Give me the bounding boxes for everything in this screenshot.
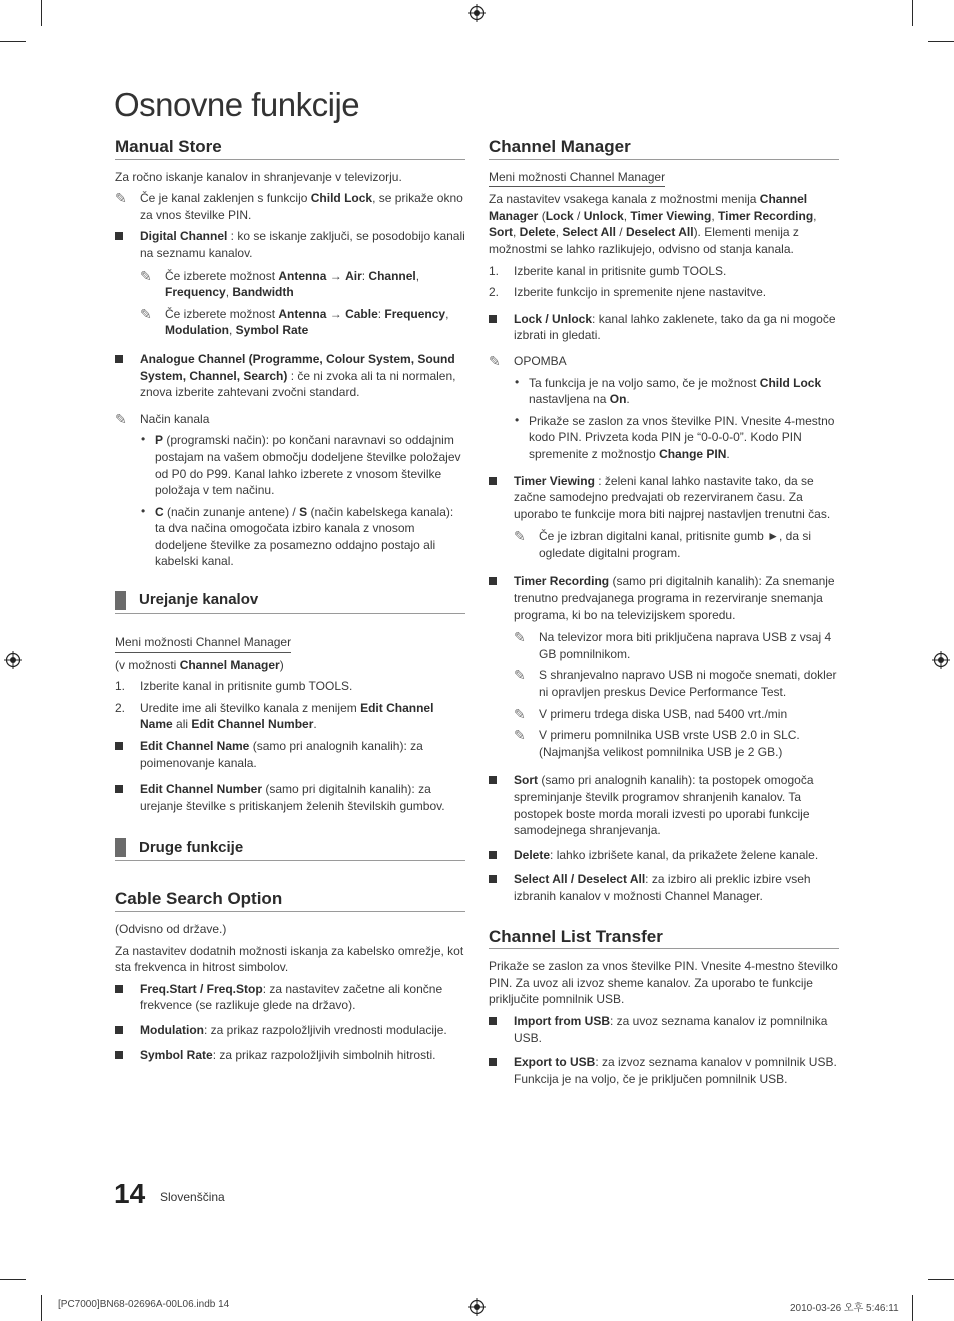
note-text: Če je izbran digitalni kanal, pritisnite gumb ►, da si ogledate digitalni program. xyxy=(539,529,812,560)
text: Za nastavitev vsakega kanala z možnostmi menija xyxy=(489,192,760,207)
item-digital-channel xyxy=(115,228,465,261)
term: Timer Viewing xyxy=(630,208,712,223)
item-term: Select All / Deselect All xyxy=(514,872,646,887)
pencil-icon: ✎ xyxy=(115,410,127,427)
square-bullet-icon xyxy=(489,315,497,323)
crosshair-registration-icon xyxy=(932,651,950,669)
item-term: Edit Channel Number xyxy=(140,782,263,797)
text: , xyxy=(813,208,817,223)
note-text: , xyxy=(228,323,236,338)
step-text: . xyxy=(349,679,353,694)
item-text: : za nastavitev začetne ali končne frekvence (se razlikuje glede na državo). xyxy=(140,981,443,1013)
term: Deselect All xyxy=(625,225,694,240)
note-text: , xyxy=(415,268,420,283)
text: , xyxy=(711,208,719,223)
item-term: Import from USB xyxy=(514,1013,610,1028)
note-term: Frequency xyxy=(384,306,446,321)
section-heading-cable-search: Cable Search Option xyxy=(115,891,465,912)
note-term: Channel xyxy=(368,268,416,283)
note-term: Modulation xyxy=(165,323,229,338)
item-text: : za prikaz razpoložljivih vrednosti modulacije. xyxy=(203,1022,447,1037)
note-text: V primeru pomnilnika USB vrste USB 2.0 in SLC. (Najmanjša velikost pomnilnika USB je 2 GB.) xyxy=(539,728,800,759)
pencil-icon: ✎ xyxy=(115,190,127,207)
pencil-icon: ✎ xyxy=(140,267,152,284)
item-term: Analogue Channel (Programme, Colour System, Sound System, Channel, Search) xyxy=(140,351,455,383)
step-text: Uredite ime ali številko kanala z menijem xyxy=(140,700,361,715)
item-text: (samo pri analognih kanalih): ta postopek omogoča spreminjanje številk programov shranjenih kanalov. Ta postopek boste morda morali izvesti po uporabi funkcije samodejnega shranjevanja. xyxy=(514,773,814,838)
square-bullet-icon xyxy=(115,1026,123,1034)
text: ) xyxy=(279,657,284,672)
pencil-icon: ✎ xyxy=(140,305,152,322)
step-number: 2. xyxy=(115,700,126,715)
note-text: Če izberete možnost xyxy=(165,268,279,283)
crosshair-registration-icon xyxy=(4,651,22,669)
step-number: 2. xyxy=(489,285,500,300)
item-text: (samo pri digitalnih kanalih): za urejanje številke s pritiskanjem želenih številskih gumbov. xyxy=(140,782,445,813)
item-text: (samo pri digitalnih kanalih): Za snemanje trenutno predvajanega programa in rezerviranje snemanja programa, ki bo na televizijskem sporedu. xyxy=(514,574,835,622)
step-term: TOOLS xyxy=(308,679,350,694)
item-text: : ko se iskanje zaključi, se posodobijo kanali na seznamu kanalov. xyxy=(140,229,465,260)
note-text: S shranjevalno napravo USB ni mogoče snemati, dokler ni opravljen preskus Device Performance Test. xyxy=(539,668,837,700)
list-item-pin xyxy=(514,413,839,463)
section-heading-channel-list-transfer: Channel List Transfer xyxy=(489,929,839,950)
item-term: Lock / Unlock xyxy=(514,311,593,326)
step-2 xyxy=(115,700,465,733)
note-antenna-cable xyxy=(140,306,465,339)
step-2 xyxy=(489,284,839,301)
item-term: Change PIN xyxy=(659,446,727,461)
note-term: Antenna xyxy=(278,268,327,283)
right-column xyxy=(489,139,839,1093)
item-text: Prikaže se zaslon za vnos številke PIN. Vnesite 4-mestno kodo PIN. Privzeta koda PIN je “0-0-0-0”. Kodo PIN spremenite z možnostjo xyxy=(529,413,835,461)
square-bullet-icon xyxy=(115,985,123,993)
note-text: Način kanala xyxy=(140,411,210,426)
left-column xyxy=(115,139,465,1069)
item-timer-recording xyxy=(489,573,839,623)
step-number: 1. xyxy=(489,263,500,278)
page-number: 14 xyxy=(114,1178,146,1209)
item-text: (programski način): po končani naravnavi so oddajnim postajam na vašem območju dodeljene številke položajev od P0 do P99. Kanal lahko izberete z vnosom številke položaja v tem načinu. xyxy=(155,433,461,498)
note-text: → xyxy=(326,306,346,321)
item-text: . xyxy=(726,446,730,461)
cable-intro: Za nastavitev dodatnih možnosti iskanja za kabelsko omrežje, kot sta frekvenca in hitrost simbolov. xyxy=(115,943,464,975)
square-bullet-icon xyxy=(115,742,123,750)
square-bullet-icon xyxy=(489,577,497,585)
pencil-icon: ✎ xyxy=(514,629,526,646)
item-text: : če ni zvoka ali ta ni normalen, znova izberite zahtevani zvočni standard. xyxy=(140,368,456,400)
item-term: On xyxy=(609,392,627,407)
item-text: : za izbiro ali preklic izbire vseh izbranih kanalov v možnosti Channel Manager. xyxy=(514,872,811,903)
subsection-heading-edit-channels xyxy=(115,591,465,614)
square-bullet-icon xyxy=(489,851,497,859)
square-bullet-icon xyxy=(115,232,123,240)
step-term: TOOLS xyxy=(682,263,724,278)
dot-bullet: • xyxy=(141,432,146,447)
crop-mark xyxy=(41,0,42,26)
item-export-usb xyxy=(489,1054,839,1087)
step-term: Edit Channel Number xyxy=(191,717,314,732)
subsection-heading-other-functions xyxy=(115,838,465,861)
text: , xyxy=(623,208,631,223)
text: , xyxy=(555,225,563,240)
crop-mark xyxy=(912,1295,913,1321)
item-text: : za izvoz seznama kanalov v pomnilnik USB. Funkcija je na voljo, če je priključen pomnilnik USB. xyxy=(514,1055,837,1086)
step-1 xyxy=(115,678,465,695)
square-bullet-icon xyxy=(489,1017,497,1025)
crop-mark xyxy=(912,0,913,26)
step-text: . xyxy=(723,263,727,278)
item-analogue-channel xyxy=(115,351,465,401)
note-term: Cable xyxy=(345,306,378,321)
term: Timer Recording xyxy=(718,208,814,223)
transfer-intro: Prikaže se zaslon za vnos številke PIN. Vnesite 4-mestno številko PIN. Za uvoz ali izvoz sheme kanalov. Za uporabo te funkcije priključite pomnilnik USB. xyxy=(489,959,838,1007)
item-symbol-rate xyxy=(115,1047,465,1064)
menu-context xyxy=(115,657,465,674)
subsection-title: Druge funkcije xyxy=(139,838,244,856)
text: ( xyxy=(538,208,546,223)
crosshair-registration-icon xyxy=(468,4,486,22)
square-bullet-icon xyxy=(115,1051,123,1059)
heading-bar xyxy=(115,838,126,857)
item-term: Child Lock xyxy=(759,375,822,390)
step-number: 1. xyxy=(115,679,126,694)
square-bullet-icon xyxy=(115,785,123,793)
pencil-icon: ✎ xyxy=(514,705,526,722)
section-heading-channel-manager: Channel Manager xyxy=(489,139,839,160)
note-usb-performance xyxy=(514,667,839,700)
item-text: : kanal lahko zaklenete, tako da ga ni mogoče izbrati in gledati. xyxy=(514,311,836,343)
note-antenna-air xyxy=(140,268,465,301)
note-child-lock xyxy=(115,190,465,223)
square-bullet-icon xyxy=(489,1058,497,1066)
square-bullet-icon xyxy=(489,875,497,883)
text: (v možnosti xyxy=(115,657,180,672)
pencil-icon: ✎ xyxy=(514,667,526,684)
note-term: Air xyxy=(345,268,362,283)
item-text: : želeni kanal lahko nastavite tako, da se začne samodejno predvajati ob rezerviranem času. Za uporabo te funkcije mora biti najprej nastavljen trenutni čas. xyxy=(514,473,831,521)
note-term: Symbol Rate xyxy=(235,323,309,338)
dot-bullet: • xyxy=(515,412,520,427)
manager-intro xyxy=(489,191,839,257)
footer-file-info: [PC7000]BN68-02696A-00L06.indb 14 xyxy=(58,1299,230,1310)
note-usb-4gb xyxy=(514,629,839,662)
item-term: Freq.Start / Freq.Stop xyxy=(140,981,263,996)
note-text: Če je kanal zaklenjen s funkcijo xyxy=(140,191,311,206)
crop-mark xyxy=(41,1295,42,1321)
note-text: , xyxy=(445,306,449,321)
item-term: Modulation xyxy=(140,1022,204,1037)
note-term: Bandwidth xyxy=(232,285,294,300)
note-opomba xyxy=(489,353,839,370)
item-select-all xyxy=(489,871,839,904)
item-term: Delete xyxy=(514,847,551,862)
text: ). Elementi menija z možnostmi se lahko razlikujejo, odvisno od stanja kanala. xyxy=(489,225,799,256)
note-term: Frequency xyxy=(165,285,226,300)
menu-reference: Meni možnosti Channel Manager xyxy=(489,169,665,188)
item-timer-viewing xyxy=(489,473,839,523)
term: Sort xyxy=(489,225,513,240)
note-text: Na televizor mora biti priključena naprava USB z vsaj 4 GB pomnilnikom. xyxy=(539,630,832,661)
square-bullet-icon xyxy=(489,477,497,485)
crop-mark xyxy=(928,41,954,42)
note-channel-mode xyxy=(115,411,465,428)
item-edit-channel-name xyxy=(115,738,465,771)
item-edit-channel-number xyxy=(115,781,465,814)
menu-reference: Meni možnosti Channel Manager xyxy=(115,634,291,653)
pencil-icon: ✎ xyxy=(489,352,501,369)
manual-store-intro: Za ročno iskanje kanalov in shranjevanje v televizorju. xyxy=(115,169,402,184)
item-term: Timer Recording xyxy=(514,574,610,589)
term: Channel Manager xyxy=(489,192,808,223)
note-text: , se prikaže okno za vnos številke PIN. xyxy=(140,191,463,222)
text: / xyxy=(615,225,626,240)
note-usb-hdd xyxy=(514,706,839,723)
term: Delete xyxy=(519,225,556,240)
item-term: P xyxy=(155,433,164,448)
note-digital-program xyxy=(514,528,839,561)
pencil-icon: ✎ xyxy=(514,727,526,744)
square-bullet-icon xyxy=(489,776,497,784)
item-term: Timer Viewing xyxy=(514,473,595,488)
item-import-usb xyxy=(489,1013,839,1046)
item-freq xyxy=(115,981,465,1014)
term: Unlock xyxy=(583,208,624,223)
item-modulation xyxy=(115,1022,465,1039)
note-text: : xyxy=(377,306,385,321)
item-text: : za uvoz seznama kanalov iz pomnilnika USB. xyxy=(514,1013,828,1045)
item-sort xyxy=(489,772,839,838)
step-term: Edit Channel Name xyxy=(140,700,434,732)
crop-mark xyxy=(0,41,26,42)
list-item-c-s-mode xyxy=(140,504,465,570)
step-text: Izberite kanal in pritisnite gumb xyxy=(514,263,683,278)
item-term: Sort xyxy=(514,773,538,788)
item-text: : lahko izbrišete kanal, da prikažete želene kanale. xyxy=(550,847,819,862)
list-item-p-mode xyxy=(140,432,465,498)
item-text: Ta funkcija je na voljo samo, če je možnost xyxy=(529,375,760,390)
page-title: Osnovne funkcije xyxy=(114,86,360,123)
page-language: Slovenščina xyxy=(160,1190,225,1204)
note-text: Če izberete možnost xyxy=(165,306,279,321)
subsection-title: Urejanje kanalov xyxy=(139,591,259,609)
dot-bullet: • xyxy=(141,503,146,518)
heading-bar xyxy=(115,591,126,610)
text: , xyxy=(513,225,520,240)
note-text: OPOMBA xyxy=(514,353,567,368)
item-term: Digital Channel xyxy=(140,229,228,244)
note-text: V primeru trdega diska USB, nad 5400 vrt./min xyxy=(539,706,788,721)
step-1 xyxy=(489,263,839,280)
note-term: Child Lock xyxy=(310,191,373,206)
cable-country-note: (Odvisno od države.) xyxy=(115,922,227,936)
list-item-child-lock xyxy=(514,375,839,408)
note-text: , xyxy=(225,285,233,300)
step-text: Izberite kanal in pritisnite gumb xyxy=(140,679,309,694)
term: Lock xyxy=(545,208,574,223)
crosshair-registration-icon xyxy=(468,1298,486,1316)
term: Select All xyxy=(562,225,616,240)
item-term: S xyxy=(299,504,308,519)
pencil-icon: ✎ xyxy=(514,528,526,545)
note-text: → xyxy=(326,268,346,283)
item-term: C xyxy=(155,504,164,519)
note-text: : xyxy=(361,268,369,283)
step-text: Izberite funkcijo in spremenite njene nastavitve. xyxy=(514,285,767,300)
item-text: (samo pri analognih kanalih): za poimenovanje kanala. xyxy=(140,739,423,770)
note-usb-memory xyxy=(514,727,839,760)
item-text: (način kabelskega kanala): ta dva načina omogočata izbiro kanala z vnosom dodeljene številke za posamezno oddajno postajo ali kabelski kanal. xyxy=(155,504,454,569)
note-term: Antenna xyxy=(278,306,327,321)
term: Channel Manager xyxy=(179,657,280,672)
item-term: Symbol Rate xyxy=(140,1047,213,1062)
item-text: nastavljena na xyxy=(529,392,610,407)
footer-timestamp: 2010-03-26 오후 5:46:11 xyxy=(790,1303,899,1314)
step-text: . xyxy=(313,717,317,732)
step-text: ali xyxy=(172,717,192,732)
square-bullet-icon xyxy=(115,355,123,363)
item-text: (način zunanje antene) / xyxy=(163,504,300,519)
item-lock-unlock xyxy=(489,311,839,344)
item-term: Export to USB xyxy=(514,1055,596,1070)
item-delete xyxy=(489,847,839,864)
item-text: . xyxy=(626,392,630,407)
text: / xyxy=(573,208,584,223)
item-term: Edit Channel Name xyxy=(140,739,250,754)
section-heading-manual-store: Manual Store xyxy=(115,139,465,160)
crop-mark xyxy=(0,1279,26,1280)
crop-mark xyxy=(928,1279,954,1280)
item-text: : za prikaz razpoložljivih simbolnih hitrosti. xyxy=(212,1047,436,1062)
dot-bullet: • xyxy=(515,374,520,389)
